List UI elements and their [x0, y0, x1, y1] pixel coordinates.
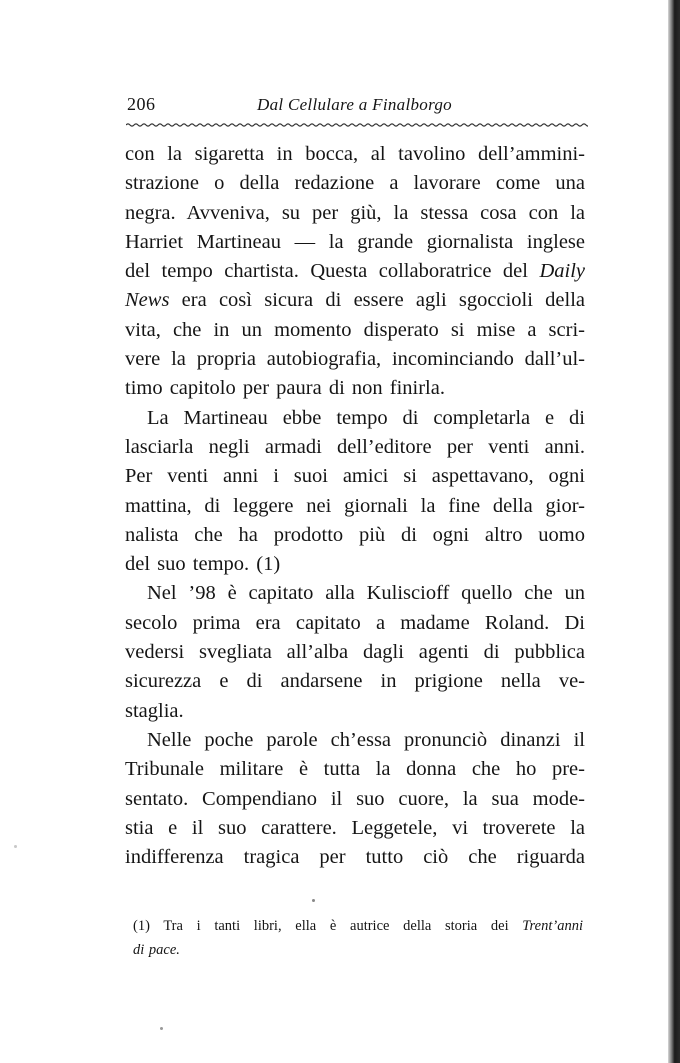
page-header: [127, 94, 587, 118]
text-line: vedersi svegliata all’alba dagli agenti di pubblica: [125, 641, 585, 664]
text-line: indifferenza tragica per tutto ciò che riguarda: [125, 846, 585, 869]
text-line: con la sigaretta in bocca, al tavolino dell’ammini-: [125, 143, 585, 165]
text-line: Per venti anni i suoi amici si aspettavano, ogni: [125, 465, 585, 488]
page-number: 206: [127, 94, 156, 114]
text-line: La Martineau ebbe tempo di completarla e di: [147, 406, 585, 429]
text-line: timo capitolo per paura di non finirla.: [125, 377, 445, 400]
text-line: Harriet Martineau — la grande giornalista inglese: [125, 230, 585, 253]
text-line: strazione o della redazione a lavorare come una: [125, 172, 585, 195]
text-line: News era così sicura di essere agli sgoccioli della: [125, 289, 585, 312]
running-title: Dal Cellulare a Finalborgo: [257, 95, 452, 114]
text-line: Nel ’98 è capitato alla Kuliscioff quello che un: [147, 582, 585, 605]
text-line: Nelle poche parole ch’essa pronunciò dinanzi il: [147, 728, 585, 751]
text-line: sicurezza e di andarsene in prigione nella ve-: [125, 670, 585, 693]
text-line: nalista che ha prodotto più di ogni altro uomo: [125, 523, 585, 546]
paper-speck: [160, 1027, 163, 1030]
text-line: stia e il suo carattere. Leggetele, vi troverete la: [125, 816, 585, 839]
text-line: vita, che in un momento disperato si mise a scri-: [125, 318, 585, 341]
text-line: lasciarla negli armadi dell’editore per venti anni.: [125, 435, 585, 458]
footnote: [133, 914, 583, 962]
text-line: sentato. Compendiano il suo cuore, la sua mode-: [125, 787, 585, 810]
body-text: [125, 140, 585, 872]
paper-speck: [14, 845, 17, 848]
header-wavy-rule: [126, 120, 588, 130]
text-line: secolo prima era capitato a madame Roland. Di: [125, 611, 585, 634]
footnote-line: (1) Tra i tanti libri, ella è autrice della storia dei Trent’anni: [133, 918, 583, 934]
footnote-line: di pace.: [133, 942, 180, 958]
page-edge-shadow: [668, 0, 680, 1063]
text-line: vere la propria autobiografia, incominciando dall’ul-: [125, 348, 585, 371]
separator-dot: [312, 899, 315, 902]
text-line: del suo tempo. (1): [125, 553, 281, 576]
text-line: negra. Avveniva, su per giù, la stessa cosa con la: [125, 201, 585, 224]
text-line: Tribunale militare è tutta la donna che ho pre-: [125, 758, 585, 781]
text-line: staglia.: [125, 699, 184, 722]
text-line: del tempo chartista. Questa collaboratrice del Daily: [125, 260, 585, 283]
text-line: mattina, di leggere nei giornali la fine della gior-: [125, 494, 585, 517]
